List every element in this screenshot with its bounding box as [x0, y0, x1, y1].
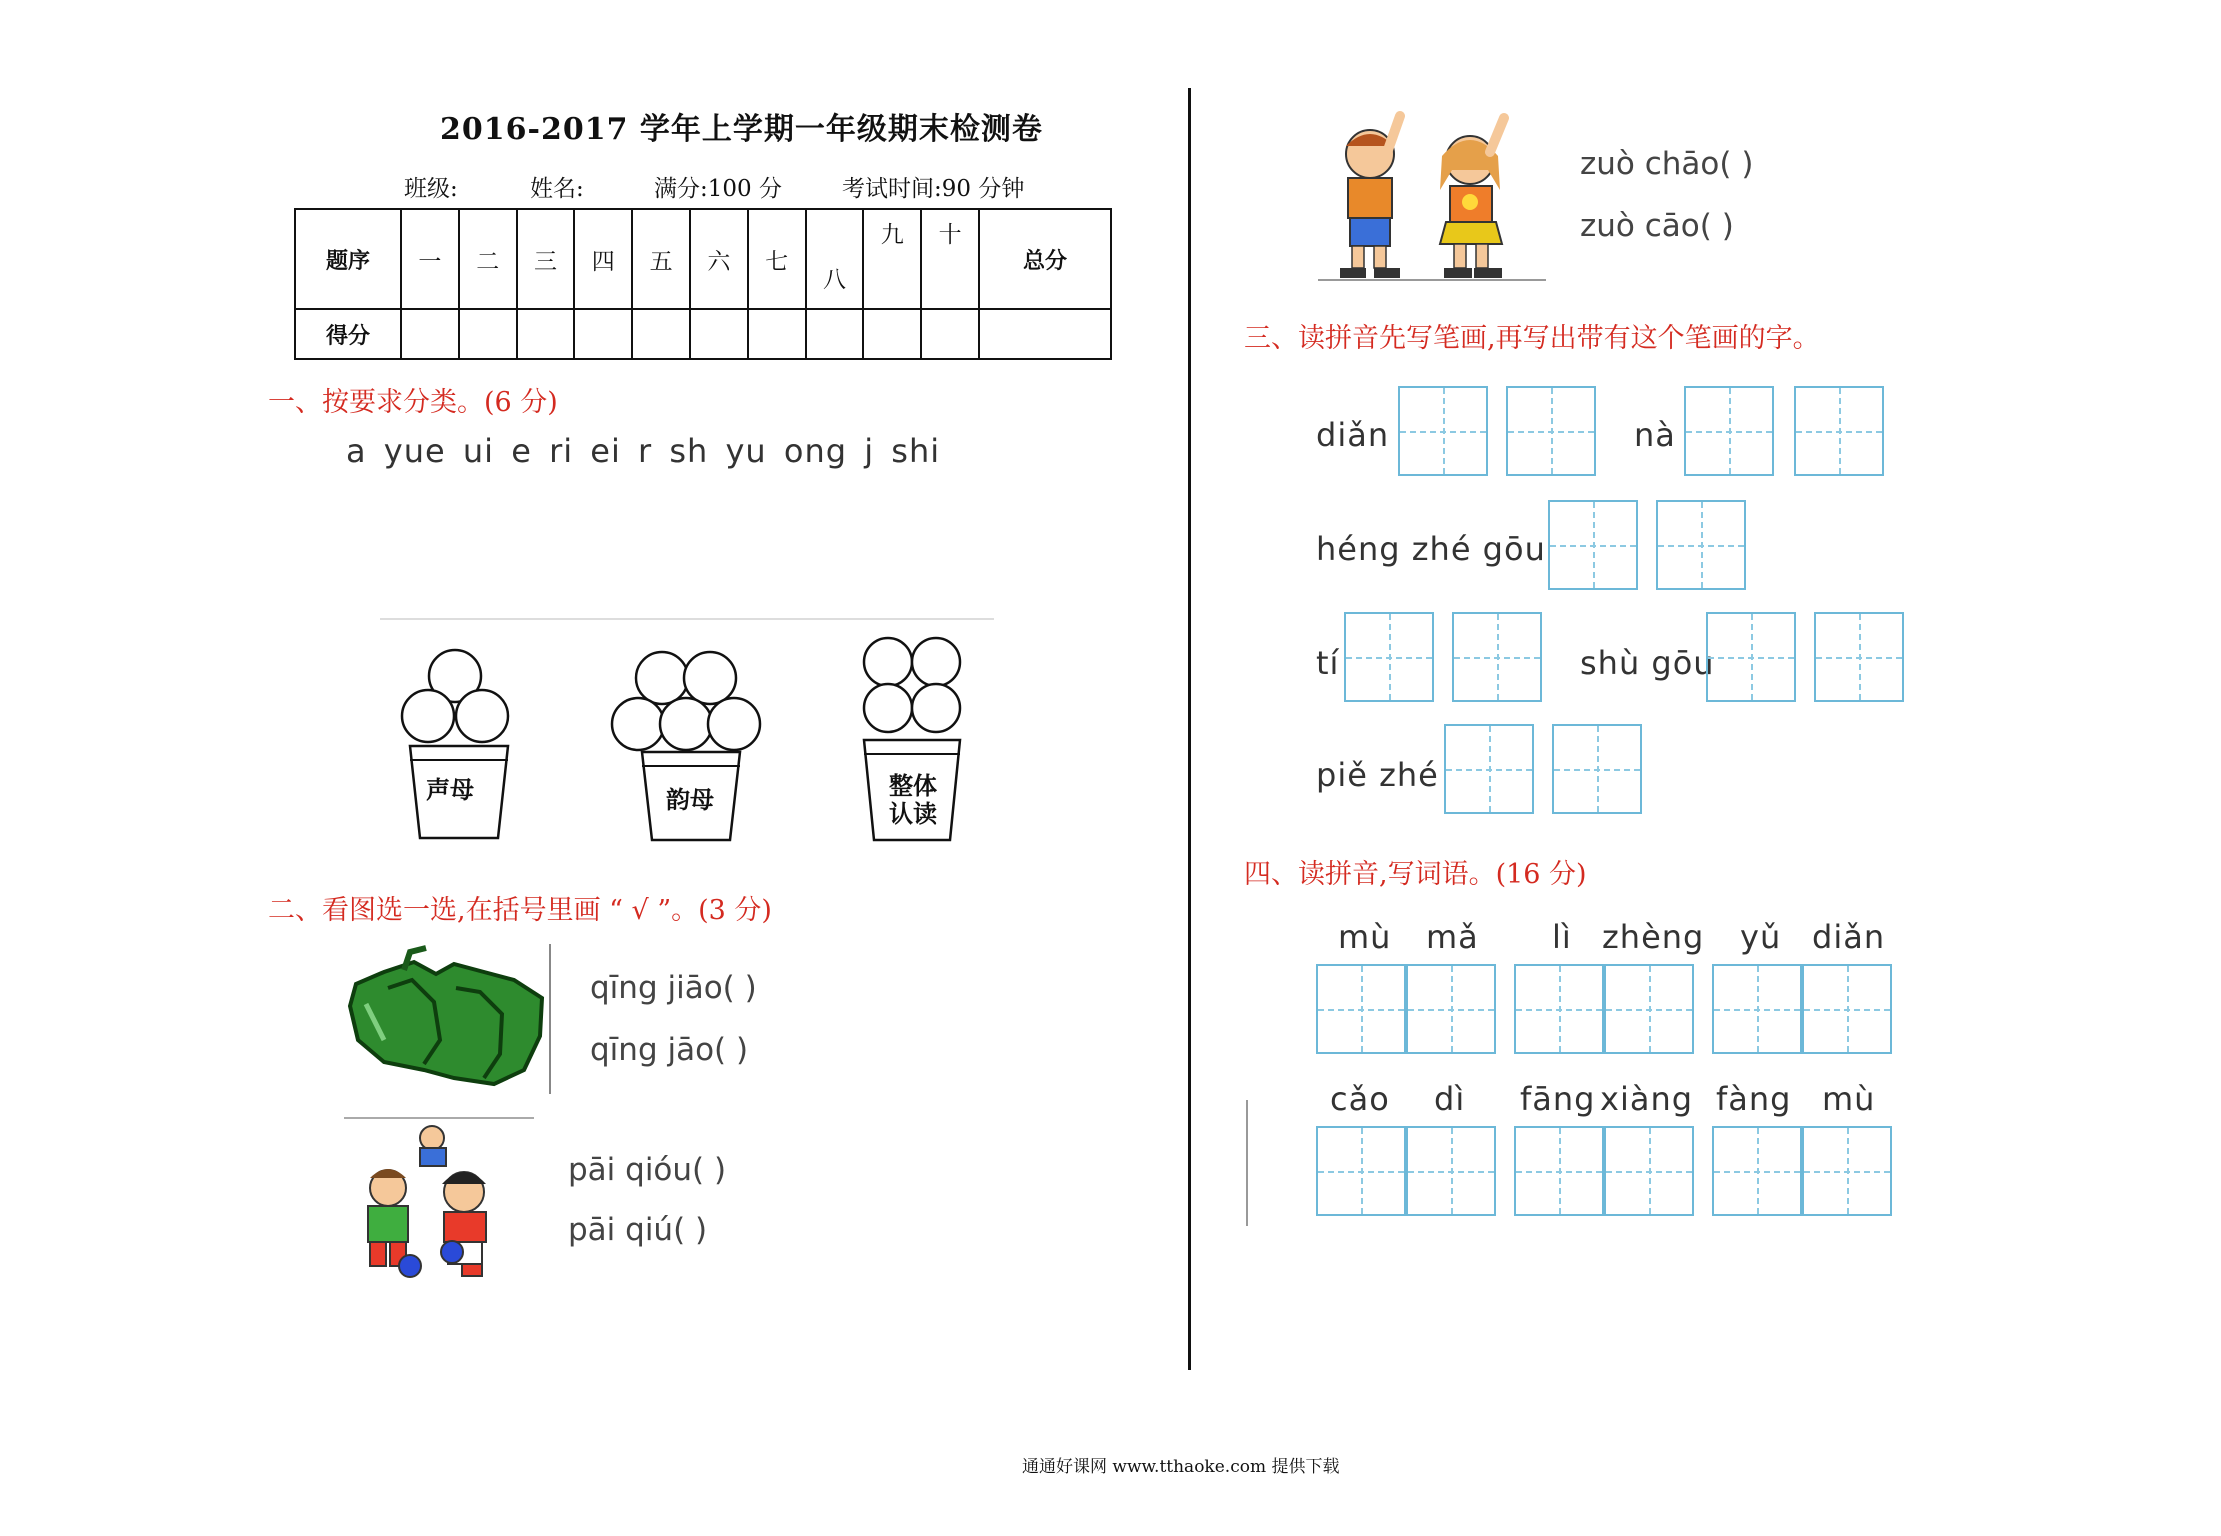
pinyin-dian: diǎn — [1812, 918, 1886, 956]
pinyin-mu2: mù — [1822, 1080, 1876, 1118]
writing-box[interactable] — [1712, 964, 1802, 1054]
flower-cluster-3 — [864, 638, 960, 732]
stroke-ti: tí — [1316, 644, 1340, 682]
pot-label-zhengti: 整体认读 — [889, 772, 937, 828]
writing-box[interactable] — [1684, 386, 1774, 476]
name-label: 姓名: — [530, 176, 584, 202]
total-label: 总分 — [979, 209, 1111, 309]
col-6: 六 — [690, 209, 748, 309]
writing-box[interactable] — [1344, 612, 1434, 702]
writing-box[interactable] — [1794, 386, 1884, 476]
writing-box[interactable] — [1802, 964, 1892, 1054]
pot-label-shengmu: 声母 — [426, 776, 474, 804]
kids-ball-image — [344, 1116, 534, 1286]
stroke-na: nà — [1634, 416, 1676, 454]
flower-cluster-2 — [612, 652, 760, 750]
margin-mark — [1246, 1100, 1248, 1226]
writing-box[interactable] — [1814, 612, 1904, 702]
writing-box[interactable] — [1452, 612, 1542, 702]
col-10: 十 — [921, 209, 979, 309]
writing-box[interactable] — [1604, 964, 1694, 1054]
full-score-label: 满分:100 分 — [654, 176, 782, 202]
col-8: 八 — [806, 209, 864, 309]
ball-option-1: pāi qióu( ) — [568, 1152, 727, 1188]
exercise-option-2: zuò cāo( ) — [1580, 208, 1734, 244]
section4-heading: 四、读拼音,写词语。(16 分) — [1244, 859, 1587, 890]
footer-credit: 通通好课网 www.tthaoke.com 提供下载 — [1022, 1457, 1340, 1477]
writing-box[interactable] — [1406, 1126, 1496, 1216]
row-label-score: 得分 — [295, 309, 401, 359]
exam-time-label: 考试时间:90 分钟 — [842, 176, 1025, 202]
ball-option-2: pāi qiú( ) — [568, 1212, 708, 1248]
pepper-divider — [549, 944, 551, 1094]
pot-label-yunmu: 韵母 — [666, 786, 714, 814]
pinyin-mu: mù — [1338, 918, 1392, 956]
stroke-shu-gou: shù gōu — [1580, 644, 1715, 682]
pepper-option-1: qīng jiāo( ) — [590, 970, 757, 1006]
writing-box[interactable] — [1316, 1126, 1406, 1216]
col-7: 七 — [748, 209, 806, 309]
pinyin-zheng: zhèng — [1602, 918, 1705, 956]
pinyin-fang2: fàng — [1716, 1080, 1792, 1118]
writing-box[interactable] — [1514, 1126, 1604, 1216]
flowerpots-illustration — [380, 618, 994, 850]
page-title: 2016-2017 学年上学期一年级期末检测卷 — [440, 112, 1043, 147]
pinyin-li: lì — [1552, 918, 1572, 956]
pinyin-ma: mǎ — [1426, 918, 1479, 956]
writing-box[interactable] — [1316, 964, 1406, 1054]
score-table — [294, 208, 1112, 360]
stroke-dian: diǎn — [1316, 416, 1390, 454]
writing-box[interactable] — [1506, 386, 1596, 476]
flower-cluster-1 — [402, 650, 508, 742]
writing-box[interactable] — [1604, 1126, 1694, 1216]
page-divider — [1188, 88, 1191, 1370]
kids-exercise-image — [1318, 110, 1546, 282]
row-label-order: 题序 — [295, 209, 401, 309]
writing-box[interactable] — [1398, 386, 1488, 476]
writing-box[interactable] — [1712, 1126, 1802, 1216]
col-2: 二 — [459, 209, 517, 309]
stroke-pie-zhe: piě zhé — [1316, 756, 1439, 794]
section2-heading: 二、看图选一选,在括号里画 “ √ ”。(3 分) — [268, 895, 772, 926]
class-label: 班级: — [404, 176, 458, 202]
section1-heading: 一、按要求分类。(6 分) — [268, 387, 558, 418]
pinyin-xiang: xiàng — [1600, 1080, 1694, 1118]
pepper-option-2: qīng jāo( ) — [590, 1032, 749, 1068]
section3-heading: 三、读拼音先写笔画,再写出带有这个笔画的字。 — [1244, 323, 1820, 354]
col-3: 三 — [517, 209, 575, 309]
col-5: 五 — [632, 209, 690, 309]
pinyin-di: dì — [1434, 1080, 1466, 1118]
pinyin-cao: cǎo — [1330, 1080, 1390, 1118]
writing-box[interactable] — [1706, 612, 1796, 702]
writing-box[interactable] — [1514, 964, 1604, 1054]
pinyin-fang: fāng — [1520, 1080, 1596, 1118]
writing-box[interactable] — [1548, 500, 1638, 590]
stroke-heng-zhe-gou: héng zhé gōu — [1316, 530, 1546, 568]
green-pepper-image — [344, 944, 554, 1094]
section1-letters: a yue ui e ri ei r sh yu ong j shi — [346, 432, 941, 470]
pinyin-yu: yǔ — [1740, 918, 1782, 956]
writing-box[interactable] — [1802, 1126, 1892, 1216]
col-1: 一 — [401, 209, 459, 309]
col-9: 九 — [863, 209, 921, 309]
col-4: 四 — [574, 209, 632, 309]
writing-box[interactable] — [1406, 964, 1496, 1054]
writing-box[interactable] — [1656, 500, 1746, 590]
writing-box[interactable] — [1444, 724, 1534, 814]
exercise-option-1: zuò chāo( ) — [1580, 146, 1754, 182]
writing-box[interactable] — [1552, 724, 1642, 814]
